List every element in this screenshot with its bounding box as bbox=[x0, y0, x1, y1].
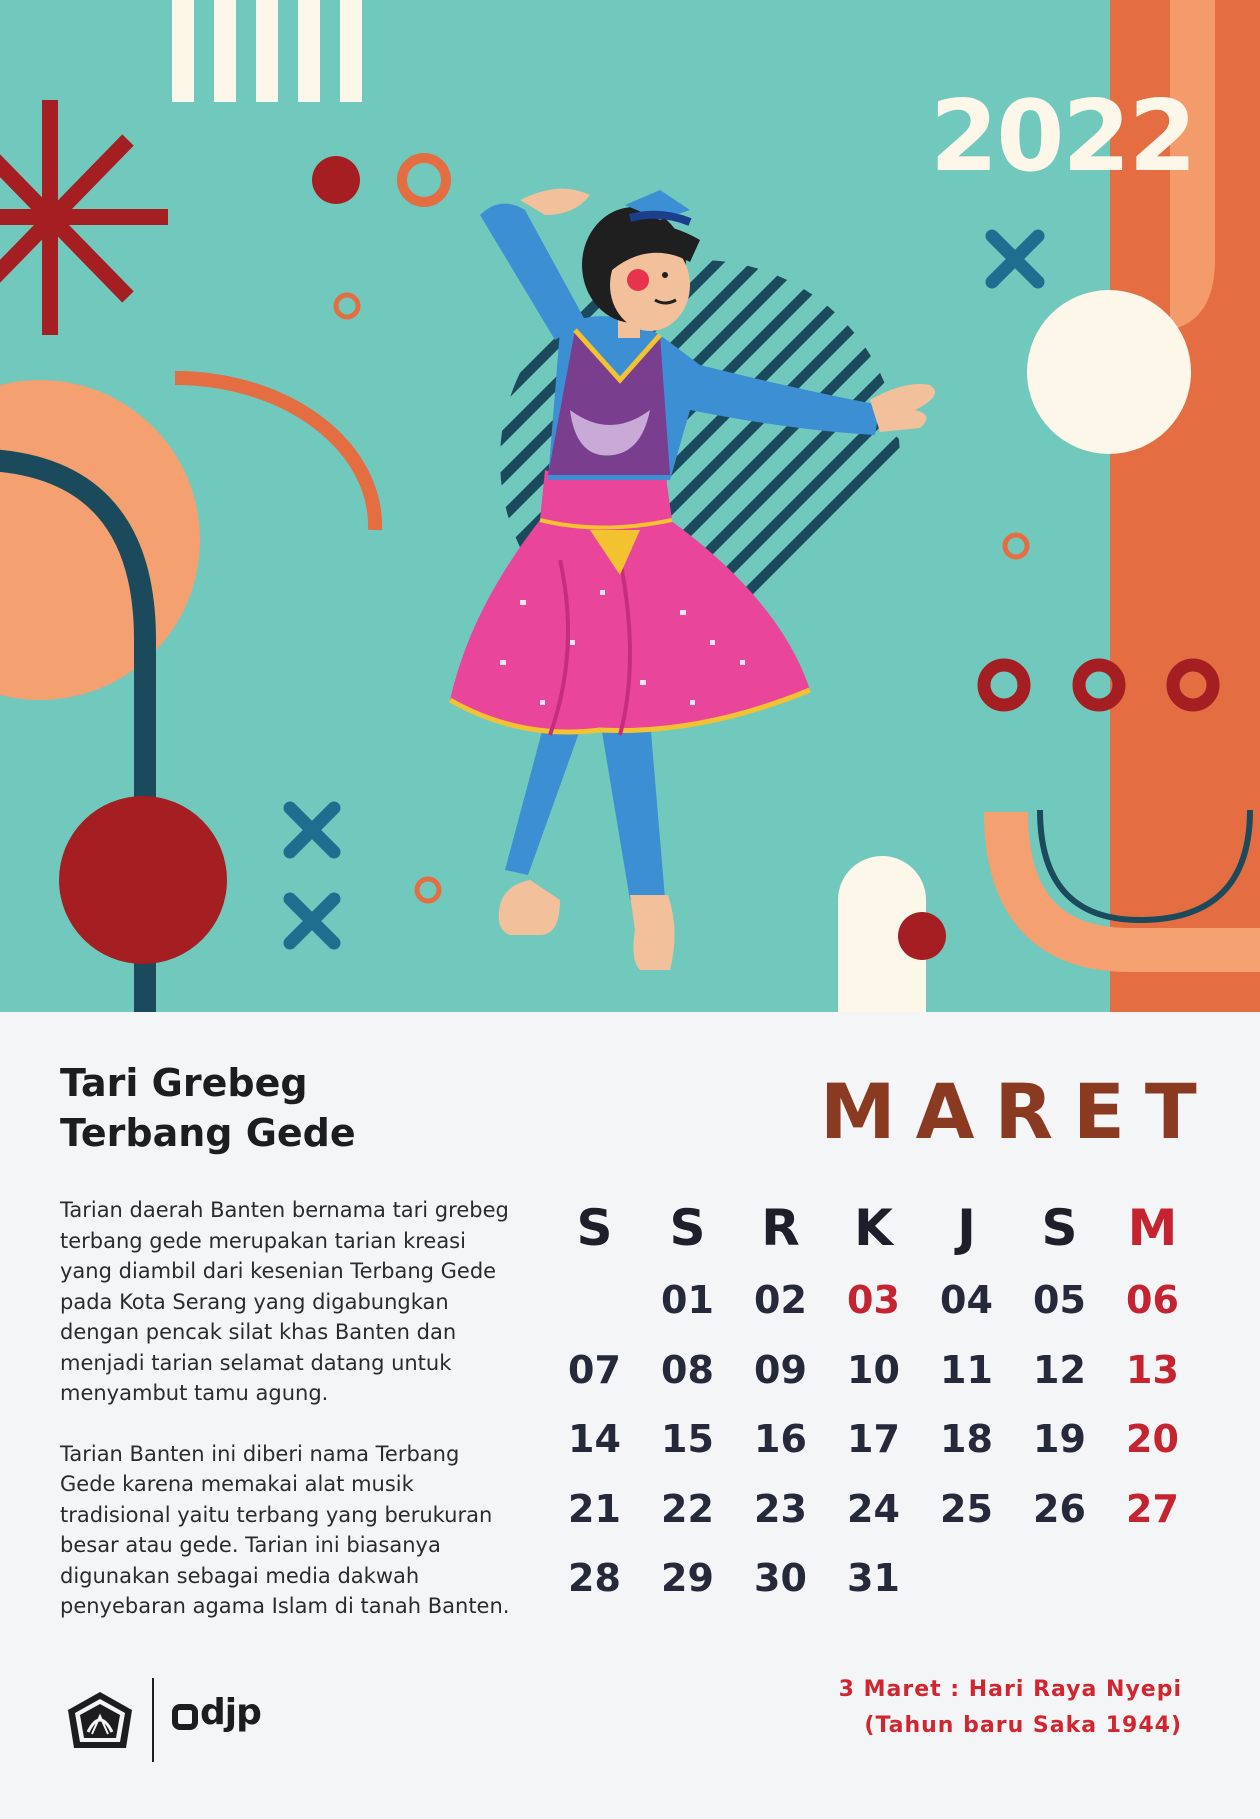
month-calendar-grid bbox=[548, 1194, 1200, 1614]
year-label: 2022 bbox=[930, 80, 1195, 194]
calendar-day: 24 bbox=[847, 1486, 900, 1531]
calendar-week-row bbox=[548, 1336, 1200, 1406]
calendar-week-row bbox=[548, 1405, 1200, 1475]
kemenkeu-emblem-icon bbox=[64, 1690, 136, 1754]
description-paragraph: Tarian daerah Banten bernama tari grebeg terbang gede merupakan tarian kreasi yang diambil dari kesenian Terbang Gede pada Kota Serang yang digabungkan dengan pencak silat khas Banten dan menjadi tarian selamat datang untuk menyambut tamu agung. bbox=[60, 1198, 509, 1405]
calendar-weeks bbox=[548, 1266, 1200, 1614]
calendar-day: 17 bbox=[847, 1417, 900, 1461]
calendar-day: 31 bbox=[847, 1556, 900, 1600]
calendar-week-row bbox=[548, 1266, 1200, 1336]
calendar-day: 25 bbox=[940, 1486, 993, 1531]
calendar-day: 21 bbox=[568, 1486, 621, 1531]
calendar-day: 27 bbox=[1126, 1486, 1179, 1531]
calendar-day: 06 bbox=[1126, 1278, 1179, 1322]
djp-logo-mark-icon bbox=[172, 1704, 198, 1730]
calendar-page-body bbox=[0, 1012, 1260, 1819]
calendar-day: 01 bbox=[661, 1278, 714, 1322]
description-paragraph: Tarian Banten ini diberi nama Terbang Gede karena memakai alat musik tradisional yaitu terbang yang berukuran besar atau gede. Tarian ini biasanya digunakan sebagai media dakwah penyebaran agama Islam di tanah Banten. bbox=[60, 1441, 510, 1618]
calendar-day: 11 bbox=[940, 1347, 993, 1392]
calendar-day: 26 bbox=[1033, 1486, 1086, 1531]
red-circle bbox=[59, 796, 227, 964]
calendar-day: 28 bbox=[568, 1556, 621, 1600]
calendar-day: 05 bbox=[1033, 1278, 1086, 1322]
calendar-day bbox=[1106, 1544, 1199, 1614]
calendar-day: 23 bbox=[754, 1486, 807, 1531]
weekday-label: J bbox=[957, 1199, 976, 1257]
holiday-note-line: (Tahun baru Saka 1944) bbox=[864, 1713, 1182, 1738]
weekday-label: K bbox=[854, 1199, 893, 1257]
calendar-day bbox=[1013, 1544, 1106, 1614]
logo-divider bbox=[152, 1678, 154, 1762]
calendar-day: 29 bbox=[661, 1556, 714, 1600]
calendar-day: 13 bbox=[1126, 1347, 1179, 1392]
calendar-day: 03 bbox=[847, 1278, 900, 1322]
footer-logos bbox=[64, 1678, 324, 1768]
calendar-day: 07 bbox=[568, 1347, 621, 1392]
calendar-day: 22 bbox=[661, 1486, 714, 1531]
dance-title-line: Tari Grebeg bbox=[60, 1061, 308, 1105]
weekday-label: S bbox=[576, 1199, 613, 1257]
weekday-label: S bbox=[669, 1199, 706, 1257]
calendar-day: 18 bbox=[940, 1417, 993, 1461]
calendar-day: 12 bbox=[1033, 1347, 1086, 1392]
weekday-label: M bbox=[1127, 1199, 1178, 1257]
calendar-day: 20 bbox=[1126, 1417, 1179, 1461]
calendar-day: 15 bbox=[661, 1417, 714, 1461]
dance-title bbox=[60, 1058, 520, 1158]
calendar-day: 10 bbox=[847, 1347, 900, 1392]
weekday-label: S bbox=[1041, 1199, 1078, 1257]
holiday-note-line: 3 Maret : Hari Raya Nyepi bbox=[838, 1677, 1182, 1702]
cream-circle bbox=[1027, 290, 1191, 454]
month-title: MARET bbox=[820, 1067, 1217, 1156]
holiday-note bbox=[839, 1672, 1182, 1744]
calendar-day: 08 bbox=[661, 1347, 714, 1392]
weekday-header-row bbox=[548, 1194, 1200, 1262]
calendar-day: 04 bbox=[940, 1278, 993, 1322]
djp-logo-text: djp bbox=[200, 1692, 261, 1733]
calendar-day bbox=[548, 1266, 641, 1336]
calendar-day: 30 bbox=[754, 1556, 807, 1600]
weekday-label: R bbox=[761, 1199, 800, 1257]
calendar-day: 14 bbox=[568, 1417, 621, 1461]
calendar-day: 02 bbox=[754, 1278, 807, 1322]
dance-title-line: Terbang Gede bbox=[60, 1111, 356, 1155]
calendar-week-row bbox=[548, 1475, 1200, 1545]
calendar-day: 09 bbox=[754, 1347, 807, 1392]
dance-description bbox=[60, 1195, 510, 1652]
calendar-day: 19 bbox=[1033, 1417, 1086, 1461]
calendar-day: 16 bbox=[754, 1417, 807, 1461]
calendar-week-row bbox=[548, 1544, 1200, 1614]
calendar-day bbox=[920, 1544, 1013, 1614]
